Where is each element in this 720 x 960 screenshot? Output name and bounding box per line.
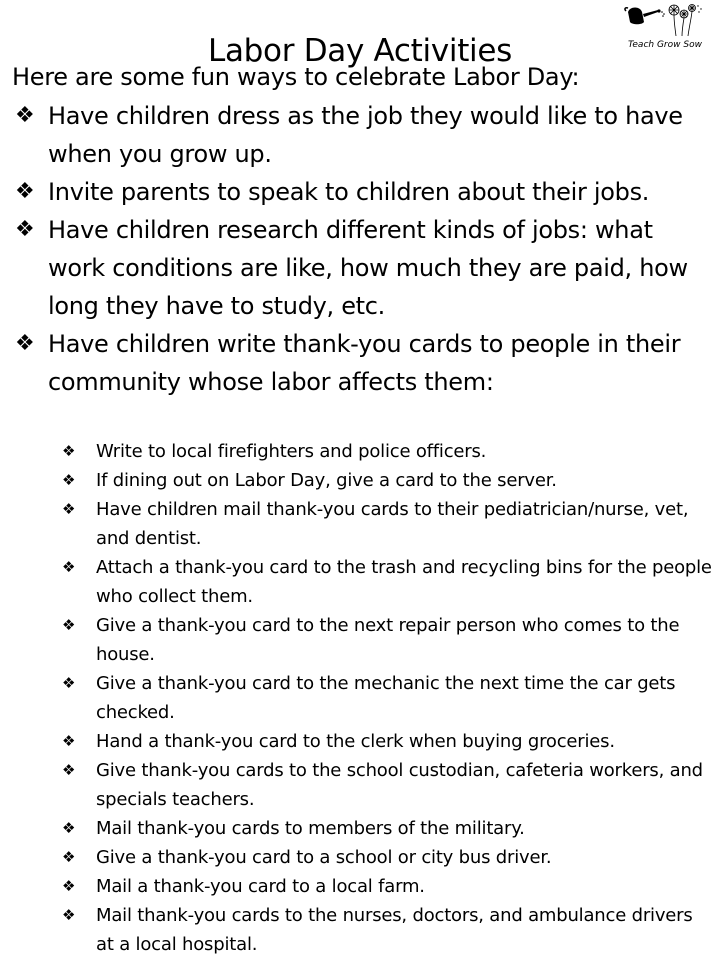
- list-item-text: Have children research different kinds of jobs: what work conditions are like, how much they are paid, how long they have to study, etc.: [48, 216, 688, 320]
- sub-list-item: [0, 553, 720, 611]
- diamond-bullet-icon: ❖: [62, 906, 76, 924]
- diamond-bullet-icon: ❖: [62, 877, 76, 895]
- sub-list-item-text: Have children mail thank-you cards to their pediatrician/nurse, vet, and dentist.: [96, 499, 689, 549]
- list-item-text: Have children dress as the job they would like to have when you grow up.: [48, 102, 683, 168]
- sub-list-item: [0, 843, 720, 872]
- diamond-bullet-icon: ❖: [62, 761, 76, 779]
- sub-list-item-text: Give a thank-you card to the next repair person who comes to the house.: [96, 615, 680, 665]
- watering-can-dandelion-icon: [622, 2, 718, 42]
- diamond-bullet-icon: ❖: [62, 732, 76, 750]
- page-title: Labor Day Activities: [207, 32, 512, 69]
- diamond-bullet-icon: ❖: [62, 616, 76, 634]
- diamond-bullet-icon: ❖: [62, 674, 76, 692]
- activity-list: [0, 97, 720, 401]
- diamond-bullet-icon: ❖: [62, 442, 76, 460]
- sub-list-item: [0, 437, 720, 466]
- logo-text: Teach Grow Sow: [628, 40, 702, 50]
- sub-list-item: [0, 611, 720, 669]
- sub-list-item: [0, 814, 720, 843]
- diamond-bullet-icon: ❖: [62, 471, 76, 489]
- sub-list-item-text: Write to local firefighters and police officers.: [96, 441, 487, 462]
- diamond-bullet-icon: ❖: [15, 331, 35, 356]
- diamond-bullet-icon: ❖: [15, 217, 35, 242]
- sub-list-item: [0, 727, 720, 756]
- sub-list-item-text: Mail thank-you cards to members of the military.: [96, 818, 525, 839]
- sub-list-item: [0, 466, 720, 495]
- sub-list-item: [0, 901, 720, 959]
- list-item-text: Have children write thank-you cards to people in their community whose labor affects them:: [48, 330, 681, 396]
- diamond-bullet-icon: ❖: [62, 500, 76, 518]
- diamond-bullet-icon: ❖: [15, 179, 35, 204]
- sub-list-item-text: If dining out on Labor Day, give a card to the server.: [96, 470, 557, 491]
- sub-list-item-text: Give a thank-you card to a school or city bus driver.: [96, 847, 552, 868]
- diamond-bullet-icon: ❖: [62, 819, 76, 837]
- thank-you-ideas-list: [0, 437, 720, 959]
- sub-list-item-text: Give a thank-you card to the mechanic the next time the car gets checked.: [96, 673, 676, 723]
- list-item: [0, 97, 720, 173]
- sub-list-item-text: Attach a thank-you card to the trash and recycling bins for the people who collect them.: [96, 557, 712, 607]
- sub-list-item: [0, 756, 720, 814]
- sub-list-item: [0, 495, 720, 553]
- intro-text: Here are some fun ways to celebrate Labor Day:: [12, 63, 580, 91]
- sub-list-item: [0, 669, 720, 727]
- list-item: [0, 173, 720, 211]
- sub-list-item: [0, 872, 720, 901]
- list-item: [0, 211, 720, 325]
- diamond-bullet-icon: ❖: [62, 558, 76, 576]
- logo: [622, 2, 718, 54]
- sub-list-item-text: Mail thank-you cards to the nurses, doctors, and ambulance drivers at a local hospital.: [96, 905, 693, 955]
- diamond-bullet-icon: ❖: [15, 103, 35, 128]
- diamond-bullet-icon: ❖: [62, 848, 76, 866]
- sub-list-item-text: Hand a thank-you card to the clerk when buying groceries.: [96, 731, 615, 752]
- sub-list-item-text: Give thank-you cards to the school custodian, cafeteria workers, and specials teachers.: [96, 760, 703, 810]
- list-item: [0, 325, 720, 401]
- sub-list-item-text: Mail a thank-you card to a local farm.: [96, 876, 425, 897]
- list-item-text: Invite parents to speak to children about their jobs.: [48, 178, 650, 206]
